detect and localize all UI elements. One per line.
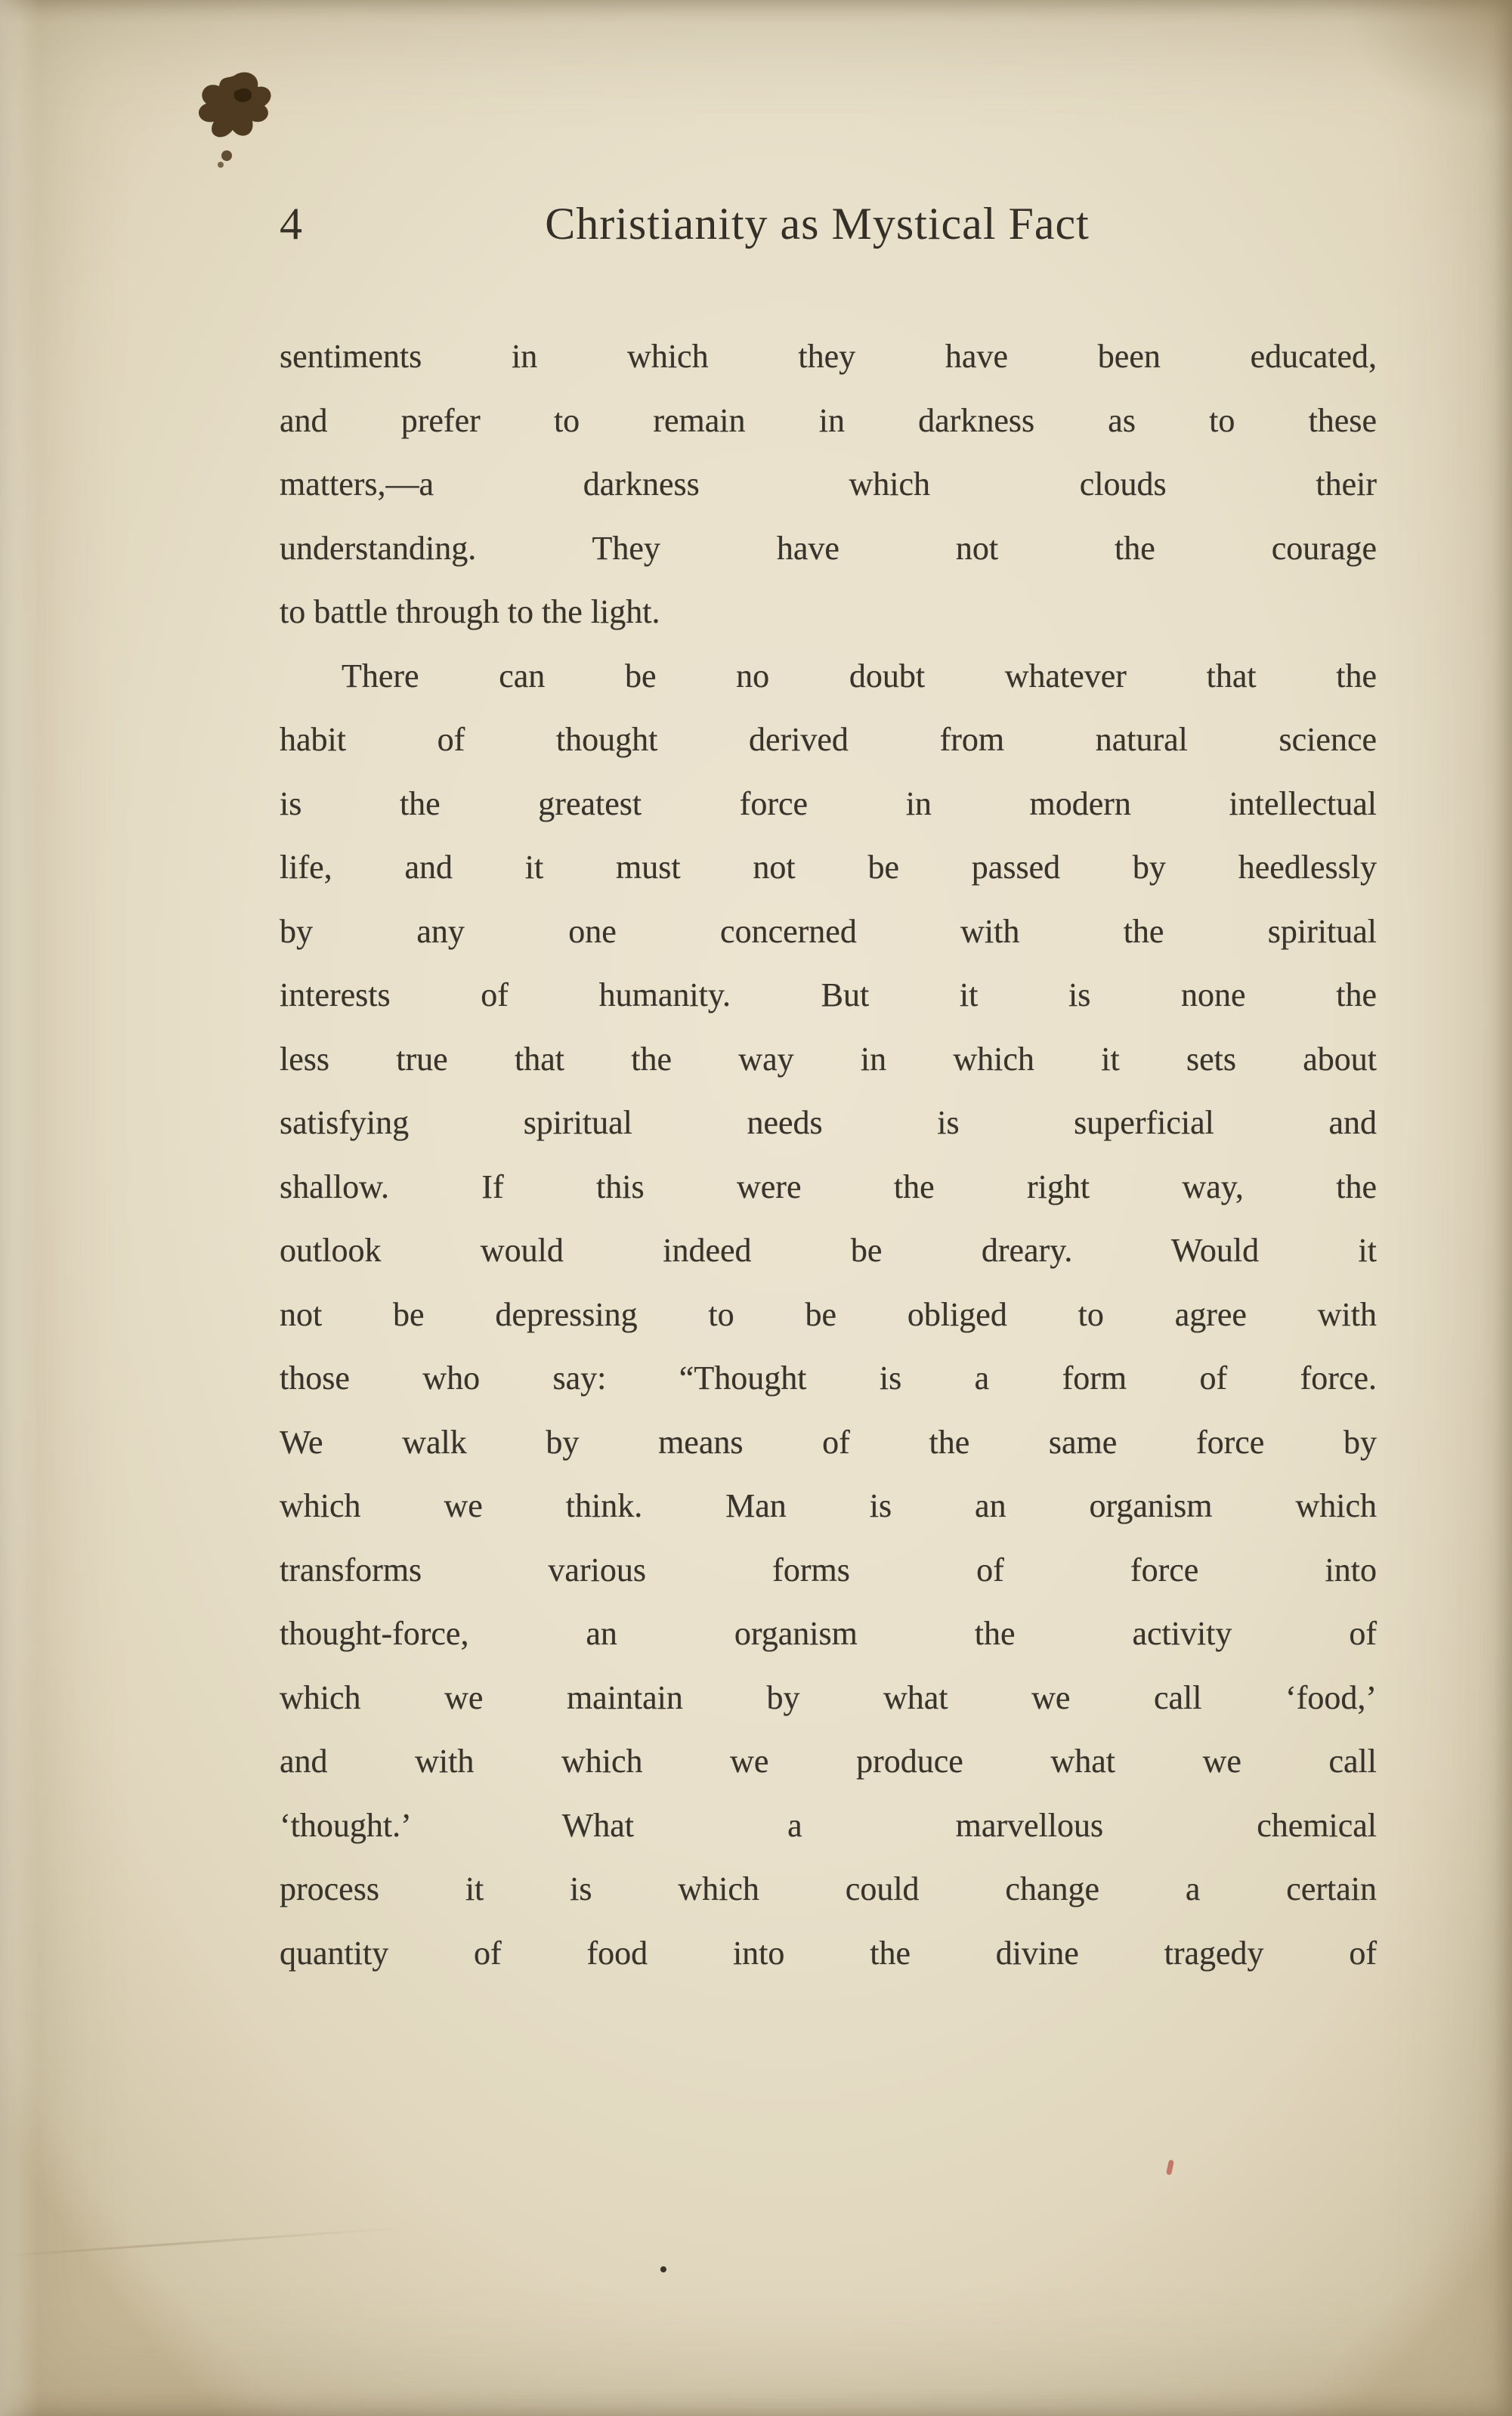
text-line: is the greatest force in modern intellectual	[280, 784, 1377, 822]
text-line: interests of humanity. But it is none the	[280, 976, 1377, 1013]
text-line: outlook would indeed be dreary. Would it	[280, 1232, 1377, 1269]
page-number: 4	[280, 199, 303, 249]
text-line: process it is which could change a certain	[280, 1870, 1377, 1907]
text-line: sentiments in which they have been educated,	[280, 338, 1377, 375]
text-line: understanding. They have not the courage	[280, 529, 1377, 567]
text-line: matters,—a darkness which clouds their	[280, 466, 1377, 503]
text-line: quantity of food into the divine tragedy of	[280, 1934, 1377, 1972]
text-line: and prefer to remain in darkness as to these	[280, 401, 1377, 439]
text-line: ‘thought.’ What a marvellous chemical	[280, 1806, 1377, 1844]
text-line: those who say: “Thought is a form of force.	[280, 1360, 1377, 1397]
text-line: shallow. If this were the right way, the	[280, 1168, 1377, 1205]
text-line: by any one concerned with the spiritual	[280, 912, 1377, 950]
printers-dot: •	[659, 2256, 668, 2284]
text-line: transforms various forms of force into	[280, 1551, 1377, 1588]
text-line: habit of thought derived from natural science	[280, 721, 1377, 758]
text-line: satisfying spiritual needs is superficial and	[280, 1104, 1377, 1141]
text-line: not be depressing to be obliged to agree with	[280, 1295, 1377, 1333]
stray-red-mark	[1166, 2159, 1174, 2175]
text-line: life, and it must not be passed by heedlessly	[280, 849, 1377, 886]
text-line: There can be no doubt whatever that the	[342, 657, 1377, 694]
text-line: We walk by means of the same force by	[280, 1423, 1377, 1461]
text-line: less true that the way in which it sets about	[280, 1040, 1377, 1078]
paper-crease	[0, 2226, 407, 2257]
text-line: thought-force, an organism the activity of	[280, 1615, 1377, 1652]
text-line: and with which we produce what we call	[280, 1743, 1377, 1780]
page-header	[280, 198, 1377, 250]
text-line: which we maintain by what we call ‘food,’	[280, 1678, 1377, 1716]
body-text	[280, 325, 1377, 1985]
page-edge-highlight	[0, 0, 39, 2416]
running-title: Christianity as Mystical Fact	[545, 199, 1090, 249]
corner-stain	[1346, 0, 1512, 121]
text-line: which we think. Man is an organism which	[280, 1487, 1377, 1524]
ink-blot	[187, 67, 289, 180]
text-line: to battle through to the light.	[280, 593, 660, 630]
